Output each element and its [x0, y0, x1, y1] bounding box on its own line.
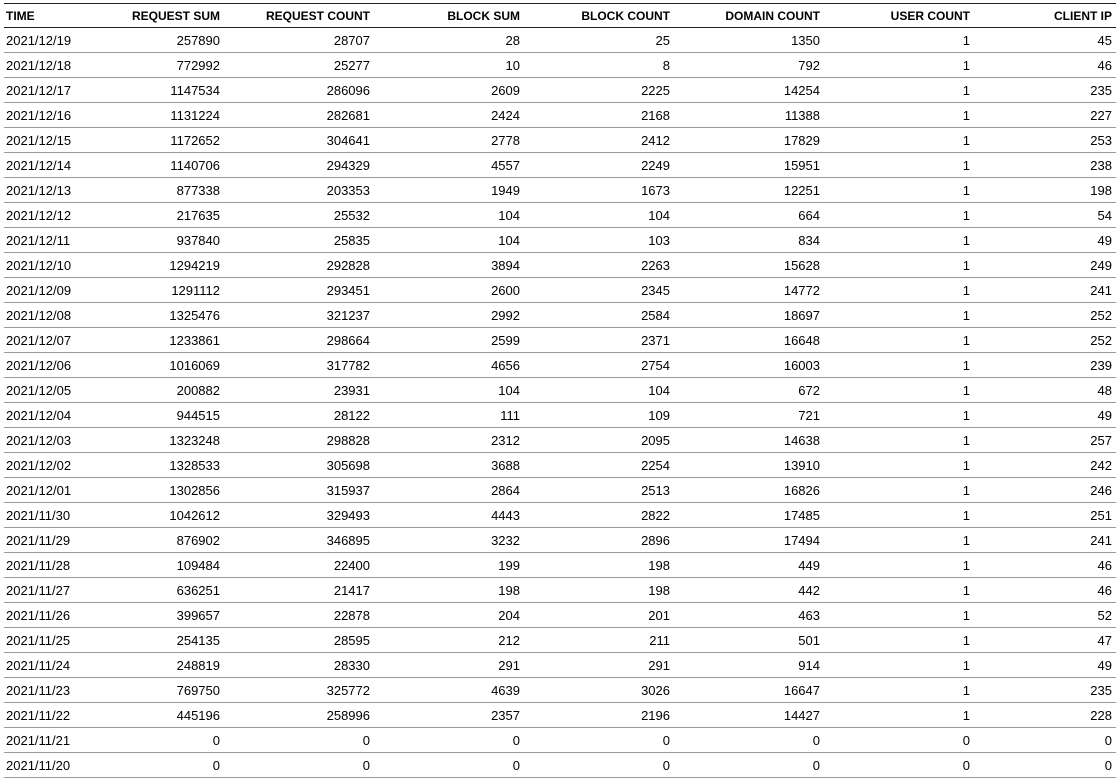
cell-block-sum: 291	[498, 657, 520, 673]
cell-request-count: 305698	[326, 457, 370, 473]
cell-block-count: 2225	[641, 82, 670, 98]
table-row	[4, 503, 1116, 528]
cell-request-sum: 200882	[176, 382, 220, 398]
cell-user-count: 1	[962, 82, 970, 98]
cell-block-count: 211	[649, 632, 670, 648]
cell-user-count: 0	[962, 732, 970, 748]
cell-request-count: 315937	[326, 482, 370, 498]
cell-block-count: 103	[648, 232, 670, 248]
cell-request-sum: 257890	[176, 32, 220, 48]
stats-table	[4, 3, 1116, 778]
cell-time: 2021/12/17	[6, 82, 72, 98]
cell-block-sum: 104	[498, 382, 520, 398]
cell-request-sum: 399657	[176, 607, 220, 623]
cell-request-count: 293451	[326, 282, 370, 298]
cell-client-ip: 242	[1090, 457, 1112, 473]
table-row	[4, 728, 1116, 753]
cell-request-count: 0	[362, 757, 370, 773]
cell-user-count: 1	[962, 457, 970, 473]
cell-block-sum: 4557	[491, 157, 520, 173]
cell-block-sum: 0	[512, 732, 520, 748]
table-row	[4, 403, 1116, 428]
table-row	[4, 678, 1116, 703]
cell-client-ip: 47	[1097, 632, 1112, 648]
header-client-ip[interactable]: CLIENT IP	[1053, 8, 1112, 23]
cell-domain-count: 16648	[783, 332, 820, 348]
table-row	[4, 703, 1116, 728]
cell-domain-count: 672	[798, 382, 820, 398]
cell-block-sum: 2609	[491, 82, 520, 98]
cell-domain-count: 14254	[783, 82, 820, 98]
table-row	[4, 278, 1116, 303]
cell-time: 2021/12/01	[6, 482, 72, 498]
cell-block-count: 8	[662, 57, 670, 73]
cell-request-sum: 1328533	[169, 457, 220, 473]
cell-request-count: 25277	[333, 57, 370, 73]
cell-block-sum: 2992	[491, 307, 520, 323]
cell-time: 2021/12/08	[6, 307, 72, 323]
cell-request-count: 0	[362, 732, 370, 748]
cell-request-count: 321237	[326, 307, 370, 323]
cell-user-count: 1	[962, 132, 970, 148]
header-user-count[interactable]: USER COUNT	[890, 8, 970, 23]
table-row	[4, 203, 1116, 228]
cell-user-count: 1	[962, 382, 970, 398]
cell-block-count: 2196	[641, 707, 670, 723]
table-body	[4, 28, 1116, 778]
cell-request-sum: 109484	[176, 557, 220, 573]
cell-domain-count: 15628	[783, 257, 820, 273]
cell-domain-count: 13910	[783, 457, 820, 473]
cell-client-ip: 238	[1090, 157, 1112, 173]
table-row	[4, 453, 1116, 478]
cell-client-ip: 249	[1090, 257, 1112, 273]
table-row	[4, 553, 1116, 578]
table-row	[4, 328, 1116, 353]
cell-time: 2021/11/27	[6, 582, 71, 598]
cell-block-sum: 2864	[491, 482, 520, 498]
cell-user-count: 1	[962, 707, 970, 723]
cell-time: 2021/12/15	[6, 132, 72, 148]
cell-domain-count: 17829	[783, 132, 820, 148]
cell-request-sum: 1233861	[169, 332, 220, 348]
table-row	[4, 428, 1116, 453]
cell-time: 2021/11/30	[6, 507, 71, 523]
cell-user-count: 1	[962, 257, 970, 273]
cell-domain-count: 14427	[783, 707, 820, 723]
cell-user-count: 1	[962, 207, 970, 223]
cell-request-count: 298664	[326, 332, 370, 348]
cell-time: 2021/12/03	[6, 432, 72, 448]
cell-domain-count: 16003	[783, 357, 820, 373]
table-row	[4, 528, 1116, 553]
cell-request-count: 292828	[326, 257, 370, 273]
cell-time: 2021/12/05	[6, 382, 72, 398]
cell-user-count: 1	[962, 57, 970, 73]
cell-time: 2021/12/18	[6, 57, 72, 73]
cell-time: 2021/12/04	[6, 407, 72, 423]
cell-block-sum: 104	[498, 232, 520, 248]
cell-block-count: 2513	[641, 482, 670, 498]
cell-request-count: 258996	[326, 707, 370, 723]
cell-request-sum: 254135	[176, 632, 220, 648]
cell-client-ip: 239	[1090, 357, 1112, 373]
cell-user-count: 1	[962, 107, 970, 123]
cell-block-count: 2412	[641, 132, 670, 148]
header-request-count[interactable]: REQUEST COUNT	[265, 8, 370, 23]
header-block-sum[interactable]: BLOCK SUM	[447, 8, 520, 23]
cell-block-count: 0	[662, 732, 670, 748]
cell-request-sum: 769750	[176, 682, 220, 698]
cell-request-count: 28707	[333, 32, 370, 48]
cell-block-sum: 199	[498, 557, 520, 573]
cell-request-sum: 877338	[176, 182, 220, 198]
cell-request-count: 22400	[333, 557, 370, 573]
cell-client-ip: 49	[1097, 657, 1112, 673]
cell-request-sum: 944515	[176, 407, 220, 423]
table-row	[4, 578, 1116, 603]
cell-block-count: 2584	[641, 307, 670, 323]
table-row	[4, 378, 1116, 403]
cell-block-count: 1673	[641, 182, 670, 198]
header-domain-count[interactable]: DOMAIN COUNT	[725, 8, 820, 23]
cell-request-count: 28595	[333, 632, 370, 648]
cell-request-sum: 1325476	[169, 307, 220, 323]
cell-domain-count: 442	[798, 582, 820, 598]
cell-time: 2021/11/20	[6, 757, 71, 773]
cell-time: 2021/11/24	[6, 657, 71, 673]
cell-domain-count: 16647	[783, 682, 820, 698]
cell-time: 2021/12/07	[6, 332, 72, 348]
table-row	[4, 753, 1116, 778]
cell-block-count: 25	[655, 32, 670, 48]
table-row	[4, 78, 1116, 103]
cell-domain-count: 18697	[783, 307, 820, 323]
cell-block-sum: 198	[498, 582, 520, 598]
table-row	[4, 603, 1116, 628]
cell-domain-count: 11388	[784, 107, 820, 123]
cell-request-sum: 876902	[176, 532, 220, 548]
cell-block-sum: 204	[498, 607, 520, 623]
cell-domain-count: 463	[798, 607, 820, 623]
cell-request-sum: 1016069	[169, 357, 220, 373]
cell-user-count: 1	[962, 332, 970, 348]
cell-client-ip: 228	[1090, 707, 1112, 723]
cell-block-sum: 3894	[491, 257, 520, 273]
cell-client-ip: 0	[1104, 732, 1112, 748]
cell-request-sum: 1323248	[169, 432, 220, 448]
cell-block-sum: 1949	[491, 182, 520, 198]
cell-user-count: 1	[962, 657, 970, 673]
cell-request-sum: 1140706	[170, 157, 220, 173]
cell-client-ip: 49	[1097, 232, 1112, 248]
cell-client-ip: 241	[1090, 532, 1112, 548]
cell-client-ip: 241	[1090, 282, 1112, 298]
cell-block-sum: 2357	[491, 707, 520, 723]
cell-request-sum: 0	[212, 732, 220, 748]
cell-block-count: 109	[648, 407, 670, 423]
cell-client-ip: 49	[1097, 407, 1112, 423]
cell-block-count: 2754	[641, 357, 670, 373]
cell-time: 2021/12/11	[6, 232, 71, 248]
table-row	[4, 128, 1116, 153]
cell-time: 2021/11/22	[6, 707, 71, 723]
cell-time: 2021/12/13	[6, 182, 72, 198]
cell-block-sum: 0	[512, 757, 520, 773]
header-time[interactable]: TIME	[6, 8, 35, 23]
cell-time: 2021/11/23	[6, 682, 71, 698]
table-row	[4, 28, 1116, 53]
cell-domain-count: 449	[798, 557, 820, 573]
cell-user-count: 1	[962, 607, 970, 623]
cell-request-sum: 937840	[176, 232, 220, 248]
cell-user-count: 1	[962, 282, 970, 298]
cell-domain-count: 14772	[783, 282, 820, 298]
cell-request-sum: 636251	[176, 582, 220, 598]
cell-client-ip: 45	[1097, 32, 1112, 48]
cell-request-sum: 1131224	[170, 107, 220, 123]
cell-client-ip: 54	[1097, 207, 1112, 223]
table-row	[4, 103, 1116, 128]
cell-block-count: 198	[648, 582, 670, 598]
stats-table-container	[4, 3, 1116, 778]
cell-client-ip: 52	[1097, 607, 1112, 623]
cell-request-count: 28122	[333, 407, 370, 423]
cell-client-ip: 46	[1097, 582, 1112, 598]
cell-request-sum: 1302856	[169, 482, 220, 498]
cell-client-ip: 48	[1097, 382, 1112, 398]
cell-user-count: 1	[962, 507, 970, 523]
cell-domain-count: 0	[812, 757, 820, 773]
cell-block-sum: 3688	[491, 457, 520, 473]
cell-block-count: 198	[648, 557, 670, 573]
cell-block-sum: 28	[505, 32, 520, 48]
cell-request-sum: 0	[212, 757, 220, 773]
cell-request-count: 325772	[326, 682, 370, 698]
cell-request-count: 298828	[326, 432, 370, 448]
cell-user-count: 1	[962, 557, 970, 573]
table-row	[4, 53, 1116, 78]
table-row	[4, 178, 1116, 203]
cell-time: 2021/12/19	[6, 32, 72, 48]
cell-time: 2021/12/14	[6, 157, 72, 173]
cell-user-count: 1	[962, 482, 970, 498]
cell-request-count: 22878	[333, 607, 370, 623]
cell-time: 2021/11/26	[6, 607, 71, 623]
cell-block-sum: 3232	[491, 532, 520, 548]
cell-client-ip: 0	[1104, 757, 1112, 773]
table-row	[4, 153, 1116, 178]
cell-client-ip: 235	[1090, 682, 1112, 698]
cell-block-count: 2896	[641, 532, 670, 548]
cell-request-count: 294329	[326, 157, 370, 173]
cell-request-count: 317782	[326, 357, 370, 373]
cell-client-ip: 235	[1090, 82, 1112, 98]
cell-block-count: 291	[648, 657, 670, 673]
cell-block-count: 2249	[641, 157, 670, 173]
cell-time: 2021/12/16	[6, 107, 72, 123]
cell-user-count: 1	[962, 307, 970, 323]
cell-request-sum: 1042612	[169, 507, 220, 523]
cell-request-count: 304641	[326, 132, 370, 148]
cell-client-ip: 253	[1090, 132, 1112, 148]
cell-block-sum: 2312	[491, 432, 520, 448]
cell-user-count: 1	[962, 357, 970, 373]
cell-block-sum: 4639	[491, 682, 520, 698]
table-row	[4, 478, 1116, 503]
cell-request-count: 329493	[326, 507, 370, 523]
cell-domain-count: 14638	[783, 432, 820, 448]
table-row	[4, 653, 1116, 678]
cell-request-sum: 772992	[176, 57, 220, 73]
cell-request-count: 282681	[326, 107, 370, 123]
cell-domain-count: 721	[798, 407, 820, 423]
cell-request-count: 28330	[333, 657, 370, 673]
cell-request-sum: 248819	[176, 657, 220, 673]
cell-time: 2021/12/09	[6, 282, 72, 298]
cell-domain-count: 12251	[783, 182, 820, 198]
cell-user-count: 1	[962, 682, 970, 698]
cell-user-count: 0	[962, 757, 970, 773]
cell-request-count: 346895	[326, 532, 370, 548]
cell-time: 2021/11/29	[6, 532, 71, 548]
cell-request-sum: 1172652	[170, 132, 220, 148]
table-row	[4, 353, 1116, 378]
cell-block-sum: 2600	[491, 282, 520, 298]
cell-client-ip: 46	[1097, 557, 1112, 573]
cell-domain-count: 792	[798, 57, 820, 73]
cell-client-ip: 257	[1090, 432, 1112, 448]
cell-block-sum: 212	[498, 632, 520, 648]
cell-domain-count: 17485	[783, 507, 820, 523]
cell-domain-count: 16826	[783, 482, 820, 498]
cell-time: 2021/11/21	[6, 732, 71, 748]
cell-time: 2021/11/25	[6, 632, 71, 648]
header-request-sum[interactable]: REQUEST SUM	[131, 8, 220, 23]
cell-domain-count: 17494	[783, 532, 820, 548]
cell-domain-count: 501	[798, 632, 820, 648]
cell-block-count: 2822	[641, 507, 670, 523]
cell-user-count: 1	[962, 432, 970, 448]
cell-user-count: 1	[962, 157, 970, 173]
cell-block-count: 201	[648, 607, 670, 623]
header-row	[4, 4, 1116, 28]
cell-time: 2021/12/06	[6, 357, 72, 373]
cell-block-sum: 10	[505, 57, 520, 73]
cell-client-ip: 252	[1090, 307, 1112, 323]
cell-client-ip: 227	[1090, 107, 1112, 123]
cell-block-sum: 4656	[491, 357, 520, 373]
cell-domain-count: 0	[812, 732, 820, 748]
cell-block-count: 3026	[641, 682, 670, 698]
cell-user-count: 1	[962, 32, 970, 48]
table-row	[4, 303, 1116, 328]
cell-user-count: 1	[962, 632, 970, 648]
cell-user-count: 1	[962, 582, 970, 598]
cell-client-ip: 246	[1090, 482, 1112, 498]
cell-request-sum: 1294219	[169, 257, 220, 273]
cell-block-count: 2095	[641, 432, 670, 448]
cell-client-ip: 198	[1090, 182, 1112, 198]
cell-domain-count: 914	[798, 657, 820, 673]
cell-block-count: 2371	[641, 332, 670, 348]
cell-block-sum: 2424	[491, 107, 520, 123]
cell-domain-count: 664	[798, 207, 820, 223]
cell-block-count: 2168	[641, 107, 670, 123]
table-row	[4, 228, 1116, 253]
table-header	[4, 4, 1116, 28]
table-row	[4, 253, 1116, 278]
cell-client-ip: 251	[1090, 507, 1112, 523]
cell-request-sum: 1147534	[170, 82, 220, 98]
cell-time: 2021/11/28	[6, 557, 71, 573]
cell-request-count: 25532	[333, 207, 370, 223]
header-block-count[interactable]: BLOCK COUNT	[581, 8, 670, 23]
cell-block-count: 104	[648, 207, 670, 223]
cell-user-count: 1	[962, 407, 970, 423]
cell-request-sum: 1291112	[171, 282, 220, 298]
cell-request-count: 25835	[333, 232, 370, 248]
cell-request-sum: 445196	[176, 707, 220, 723]
cell-request-count: 203353	[326, 182, 370, 198]
cell-time: 2021/12/02	[6, 457, 72, 473]
cell-request-count: 21417	[333, 582, 370, 598]
cell-block-sum: 4443	[491, 507, 520, 523]
cell-block-count: 2345	[641, 282, 670, 298]
cell-client-ip: 46	[1097, 57, 1112, 73]
cell-domain-count: 1350	[791, 32, 820, 48]
table-row	[4, 628, 1116, 653]
cell-request-sum: 217635	[176, 207, 220, 223]
cell-user-count: 1	[962, 532, 970, 548]
cell-block-count: 104	[648, 382, 670, 398]
cell-block-sum: 2599	[491, 332, 520, 348]
cell-domain-count: 15951	[783, 157, 820, 173]
cell-client-ip: 252	[1090, 332, 1112, 348]
cell-user-count: 1	[962, 232, 970, 248]
cell-time: 2021/12/12	[6, 207, 72, 223]
cell-domain-count: 834	[798, 232, 820, 248]
cell-block-count: 2254	[641, 457, 670, 473]
cell-block-sum: 111	[500, 407, 520, 423]
cell-block-count: 0	[662, 757, 670, 773]
cell-time: 2021/12/10	[6, 257, 72, 273]
cell-request-count: 23931	[333, 382, 370, 398]
cell-block-sum: 104	[498, 207, 520, 223]
cell-user-count: 1	[962, 182, 970, 198]
cell-block-count: 2263	[641, 257, 670, 273]
cell-request-count: 286096	[326, 82, 370, 98]
cell-block-sum: 2778	[491, 132, 520, 148]
